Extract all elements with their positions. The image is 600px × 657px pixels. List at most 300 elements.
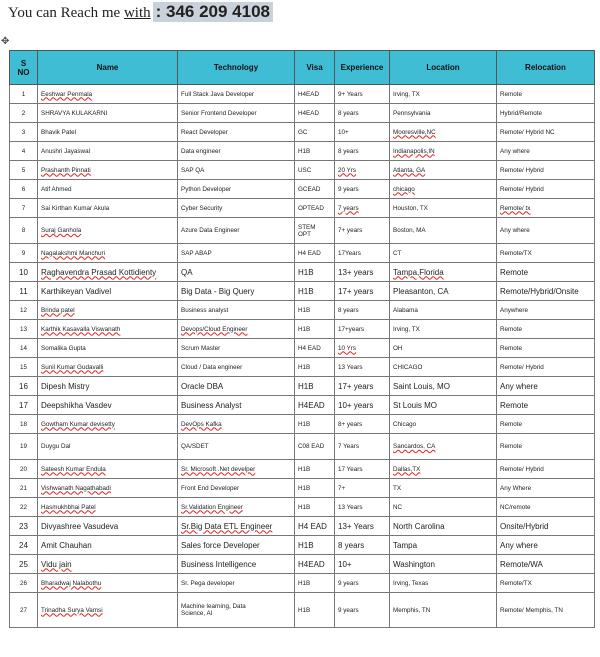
table-row <box>10 142 595 161</box>
cell-technology <box>178 123 295 142</box>
cell-text: 24 <box>19 540 28 550</box>
cell-sno <box>10 218 38 244</box>
cell-text: 8+ years <box>338 420 363 428</box>
cell-location <box>390 555 497 574</box>
cell-text: GCEAD <box>298 185 321 193</box>
cell-text: North Carolina <box>393 521 445 531</box>
cell-text: Remote/ Hybrid <box>500 363 544 371</box>
cell-visa <box>295 104 335 123</box>
contact-header <box>8 2 273 24</box>
cell-sno <box>10 339 38 358</box>
phone-number: : 346 209 4108 <box>153 2 273 22</box>
cell-technology <box>178 358 295 377</box>
cell-text: 9 years <box>338 185 359 193</box>
cell-text: Remote <box>500 420 523 428</box>
cell-text: Irving, TX <box>393 90 420 98</box>
cell-location <box>390 377 497 396</box>
cell-text: Hybrid/Remote <box>500 109 542 117</box>
cell-text: Irving, TX <box>393 325 420 333</box>
cell-name <box>38 301 178 320</box>
cell-experience <box>335 536 390 555</box>
cell-text: Remote/ tx <box>500 204 531 212</box>
cell-experience <box>335 377 390 396</box>
cell-text: Big Data - Big Query <box>181 286 255 296</box>
cell-sno <box>10 244 38 263</box>
cell-location <box>390 320 497 339</box>
cell-text: 9+ Years <box>338 90 363 98</box>
table-row <box>10 358 595 377</box>
cell-text: 9 <box>21 249 26 257</box>
cell-technology <box>178 320 295 339</box>
cell-text: 11 <box>19 286 28 296</box>
cell-name <box>38 396 178 415</box>
cell-experience <box>335 339 390 358</box>
cell-sno <box>10 555 38 574</box>
cell-relocation <box>497 320 595 339</box>
cell-text: H4EAD <box>298 559 325 569</box>
cell-location <box>390 301 497 320</box>
cell-relocation <box>497 415 595 434</box>
cell-text: CHICAGO <box>393 363 423 371</box>
cell-technology <box>178 377 295 396</box>
cell-text: Remote/ Hybrid <box>500 185 544 193</box>
column-header-name: Name <box>38 51 178 85</box>
cell-text: QA/SDET <box>181 443 209 450</box>
cell-text: Front End Developer <box>181 484 240 492</box>
cell-text: 13+ Years <box>338 521 374 531</box>
table-row <box>10 460 595 479</box>
cell-sno <box>10 358 38 377</box>
cell-text: NC/remote <box>500 503 531 511</box>
cell-sno <box>10 85 38 104</box>
cell-text: Divyashree Vasudeva <box>41 521 119 531</box>
cell-text: Eeshwar Penmala <box>41 90 93 98</box>
table-row <box>10 161 595 180</box>
cell-text: Mooresville,NC <box>393 128 436 136</box>
cell-text: SAP ABAP <box>181 249 212 257</box>
cell-text: C08 EAD <box>298 443 325 450</box>
cell-location <box>390 161 497 180</box>
cell-experience <box>335 180 390 199</box>
cell-experience <box>335 358 390 377</box>
cell-experience <box>335 396 390 415</box>
cell-relocation <box>497 358 595 377</box>
cell-location <box>390 104 497 123</box>
cell-relocation <box>497 104 595 123</box>
cell-text: STEM OPT <box>298 223 316 238</box>
cell-relocation <box>497 282 595 301</box>
cell-sno <box>10 320 38 339</box>
cell-name <box>38 517 178 536</box>
cell-text: Remote <box>500 443 523 450</box>
cell-sno <box>10 593 38 628</box>
cell-visa <box>295 498 335 517</box>
cell-text: SHRAVYA KULAKARNI <box>41 109 108 117</box>
cell-visa <box>295 593 335 628</box>
cell-text: H1B <box>298 503 311 511</box>
cell-relocation <box>497 244 595 263</box>
cell-text: Boston, MA <box>393 227 426 234</box>
cell-name <box>38 434 178 460</box>
cell-relocation <box>497 263 595 282</box>
cell-text: Cloud / Data engineer <box>181 363 243 371</box>
cell-text: Remote/ Hybrid <box>500 465 544 473</box>
cell-visa <box>295 180 335 199</box>
cell-text: Sr.Validation Engineer <box>181 503 243 511</box>
cell-sno <box>10 479 38 498</box>
cell-technology <box>178 479 295 498</box>
cell-location <box>390 574 497 593</box>
table-row <box>10 555 595 574</box>
cell-relocation <box>497 85 595 104</box>
cell-relocation <box>497 180 595 199</box>
cell-text: Tampa <box>393 540 418 550</box>
cell-text: 17Years <box>338 249 361 257</box>
cell-text: 13+ years <box>338 267 374 277</box>
cell-text: H1B <box>298 363 311 371</box>
cell-technology <box>178 536 295 555</box>
cell-visa <box>295 358 335 377</box>
cell-name <box>38 218 178 244</box>
cell-name <box>38 479 178 498</box>
cell-relocation <box>497 593 595 628</box>
cell-technology <box>178 415 295 434</box>
cell-text: Any where <box>500 227 530 234</box>
cell-text: Remote/ Hybrid NC <box>500 128 555 136</box>
cell-text: 7 Years <box>338 443 360 450</box>
cell-experience <box>335 161 390 180</box>
cell-text: 8 years <box>338 147 359 155</box>
cell-text: 13 <box>19 325 27 333</box>
cell-visa <box>295 434 335 460</box>
cell-text: H1B <box>298 465 311 473</box>
cell-text: Business Analyst <box>181 400 242 410</box>
cell-visa <box>295 339 335 358</box>
cell-experience <box>335 244 390 263</box>
cell-sno <box>10 104 38 123</box>
cell-relocation <box>497 574 595 593</box>
cell-name <box>38 498 178 517</box>
cell-text: 8 <box>21 227 26 234</box>
cell-text: Remote <box>500 325 523 333</box>
cell-text: Sr. Pega developer <box>181 579 235 587</box>
table-row <box>10 123 595 142</box>
cell-technology <box>178 218 295 244</box>
cell-visa <box>295 85 335 104</box>
cell-text: Vishwanath Nagathabadi <box>41 484 111 492</box>
cell-text: 13 Years <box>338 503 363 511</box>
cell-sno <box>10 377 38 396</box>
cell-text: H1B <box>298 484 311 492</box>
cell-text: Indianapolis,IN <box>393 147 435 155</box>
cell-location <box>390 263 497 282</box>
cell-text: Python Developer <box>181 185 232 193</box>
cell-name <box>38 320 178 339</box>
cell-location <box>390 460 497 479</box>
table-row <box>10 574 595 593</box>
cell-visa <box>295 161 335 180</box>
cell-text: Sunil Kumar Gudavalli <box>41 363 104 371</box>
cell-text: QA <box>181 267 193 277</box>
cell-text: 2 <box>21 109 26 117</box>
cell-location <box>390 142 497 161</box>
cell-text: Remote/TX <box>500 579 532 587</box>
cell-sno <box>10 434 38 460</box>
cell-name <box>38 574 178 593</box>
cell-text: Machine learning, Data Science, AI <box>181 603 246 617</box>
cell-text: Remote <box>500 90 523 98</box>
cell-text: H1B <box>298 420 311 428</box>
cell-name <box>38 460 178 479</box>
cell-text: Gowtham Kumar devisetty <box>41 420 115 428</box>
column-header-visa: Visa <box>295 51 335 85</box>
cell-text: Irving, Texas <box>393 579 429 587</box>
cell-technology <box>178 339 295 358</box>
cell-name <box>38 377 178 396</box>
table-row <box>10 244 595 263</box>
cell-sno <box>10 142 38 161</box>
cell-technology <box>178 199 295 218</box>
with-link-text: with <box>123 5 151 21</box>
cell-text: 20 <box>19 465 27 473</box>
cell-experience <box>335 142 390 161</box>
table-row <box>10 339 595 358</box>
cell-text: 17 <box>19 400 28 410</box>
cell-text: DevOps Kafka <box>181 420 222 428</box>
cell-location <box>390 244 497 263</box>
cell-relocation <box>497 199 595 218</box>
cell-text: Suraj Ganhola <box>41 227 82 234</box>
cell-text: SAP QA <box>181 166 205 174</box>
cell-text: 10+ years <box>338 400 374 410</box>
table-row <box>10 479 595 498</box>
table-row <box>10 593 595 628</box>
cell-technology <box>178 574 295 593</box>
cell-location <box>390 396 497 415</box>
cell-text: H1B <box>298 579 311 587</box>
cell-visa <box>295 536 335 555</box>
cell-text: Devops/Cloud Engineer <box>181 325 248 333</box>
cell-text: H1B <box>298 606 311 614</box>
cell-text: 13 Years <box>338 363 363 371</box>
cell-text: Duygu Dal <box>41 443 71 450</box>
cell-text: Data engineer <box>181 147 221 155</box>
cell-technology <box>178 396 295 415</box>
cell-text: Nagalakshmi Manchuri <box>41 249 106 257</box>
cell-text: H4EAD <box>298 109 319 117</box>
cell-technology <box>178 460 295 479</box>
cell-sno <box>10 301 38 320</box>
cell-text: Memphis, TN <box>393 606 431 614</box>
cell-experience <box>335 282 390 301</box>
cell-text: Oracle DBA <box>181 381 224 391</box>
cell-visa <box>295 244 335 263</box>
cell-experience <box>335 479 390 498</box>
cell-experience <box>335 555 390 574</box>
cell-relocation <box>497 479 595 498</box>
cell-text: Any where <box>500 381 538 391</box>
cell-name <box>38 536 178 555</box>
cell-technology <box>178 142 295 161</box>
table-row <box>10 434 595 460</box>
cell-relocation <box>497 339 595 358</box>
cell-text: Karthikeyan Vadivel <box>41 286 112 296</box>
cell-text: TX <box>393 484 402 492</box>
cell-technology <box>178 161 295 180</box>
cell-text: 26 <box>19 579 27 587</box>
cell-visa <box>295 377 335 396</box>
cell-location <box>390 517 497 536</box>
cell-text: St Louis MO <box>393 400 438 410</box>
candidates-table <box>9 50 595 628</box>
cell-text: Anushri Jayaswal <box>41 147 90 155</box>
cell-text: Saint Louis, MO <box>393 381 450 391</box>
cell-relocation <box>497 377 595 396</box>
cell-text: Cyber Security <box>181 204 223 212</box>
cell-relocation <box>497 218 595 244</box>
cell-technology <box>178 180 295 199</box>
cell-location <box>390 199 497 218</box>
cell-experience <box>335 218 390 244</box>
cell-name <box>38 555 178 574</box>
cell-visa <box>295 517 335 536</box>
cell-text: Full Stack Java Developer <box>181 90 255 98</box>
cell-text: Vidu jain <box>41 559 72 569</box>
table-row <box>10 536 595 555</box>
cell-technology <box>178 555 295 574</box>
cell-experience <box>335 104 390 123</box>
cell-text: H1B <box>298 306 311 314</box>
cell-text: Washington <box>393 559 435 569</box>
cell-text: 7+ <box>338 484 346 492</box>
table-row <box>10 415 595 434</box>
cell-text: 17 Years <box>338 465 363 473</box>
cell-text: 25 <box>19 559 28 569</box>
cell-experience <box>335 199 390 218</box>
cell-name <box>38 142 178 161</box>
table-move-handle-icon[interactable]: ✥ <box>1 36 10 47</box>
cell-text: Raghavendra Prasad Kottidienty <box>41 267 157 277</box>
cell-text: Business Intelligence <box>181 559 257 569</box>
cell-text: Chicago <box>393 420 417 428</box>
cell-sno <box>10 282 38 301</box>
cell-sno <box>10 396 38 415</box>
cell-text: H4EAD <box>298 90 319 98</box>
cell-text: Brinda patel <box>41 306 75 314</box>
table-row <box>10 301 595 320</box>
cell-sno <box>10 498 38 517</box>
cell-text: 1 <box>21 90 26 98</box>
cell-location <box>390 479 497 498</box>
cell-text: H4 EAD <box>298 344 321 352</box>
table-row <box>10 396 595 415</box>
table-row <box>10 517 595 536</box>
cell-text: 7 <box>21 204 26 212</box>
cell-text: Any where <box>500 540 538 550</box>
cell-text: Anywhere <box>500 306 529 314</box>
table-row <box>10 498 595 517</box>
cell-visa <box>295 415 335 434</box>
cell-text: NC <box>393 503 403 511</box>
table-header-row <box>10 51 595 85</box>
cell-technology <box>178 593 295 628</box>
cell-experience <box>335 415 390 434</box>
cell-relocation <box>497 396 595 415</box>
cell-visa <box>295 301 335 320</box>
cell-text: Somalika Gupta <box>41 344 86 352</box>
cell-relocation <box>497 555 595 574</box>
cell-text: OPTEAD <box>298 204 324 212</box>
cell-text: H1B <box>298 540 314 550</box>
cell-sno <box>10 517 38 536</box>
cell-location <box>390 282 497 301</box>
cell-text: Pennsylvania <box>393 109 431 117</box>
cell-text: Dipesh Mistry <box>41 381 90 391</box>
table-row <box>10 263 595 282</box>
cell-name <box>38 244 178 263</box>
cell-visa <box>295 263 335 282</box>
cell-text: 10 <box>19 267 28 277</box>
cell-name <box>38 263 178 282</box>
column-header-technology: Technology <box>178 51 295 85</box>
cell-name <box>38 85 178 104</box>
cell-text: 20 Yrs <box>338 166 357 174</box>
cell-text: Scrum Master <box>181 344 221 352</box>
column-header-location: Location <box>390 51 497 85</box>
cell-text: 7 years <box>338 204 359 212</box>
cell-location <box>390 593 497 628</box>
cell-text: Remote/ Hybrid <box>500 166 544 174</box>
cell-experience <box>335 320 390 339</box>
cell-sno <box>10 123 38 142</box>
cell-text: 23 <box>19 521 28 531</box>
cell-sno <box>10 415 38 434</box>
cell-sno <box>10 199 38 218</box>
cell-text: 10+ <box>338 559 352 569</box>
cell-location <box>390 218 497 244</box>
cell-relocation <box>497 161 595 180</box>
cell-text: Sales force Developer <box>181 540 260 550</box>
cell-text: H1B <box>298 325 311 333</box>
column-header-sno: S NO <box>10 51 38 85</box>
cell-experience <box>335 85 390 104</box>
cell-relocation <box>497 460 595 479</box>
cell-visa <box>295 479 335 498</box>
cell-text: H4 EAD <box>298 521 327 531</box>
cell-text: Sateesh Kumar Endula <box>41 465 106 473</box>
cell-text: 14 <box>19 344 27 352</box>
cell-text: 8 years <box>338 109 359 117</box>
cell-text: Onsite/Hybrid <box>500 521 549 531</box>
cell-text: 18 <box>19 420 27 428</box>
table-row <box>10 320 595 339</box>
cell-name <box>38 339 178 358</box>
cell-text: Sr. Microsoft .Net develper <box>181 465 256 473</box>
cell-technology <box>178 498 295 517</box>
cell-text: USC <box>298 166 312 174</box>
cell-text: Pleasanton, CA <box>393 286 449 296</box>
cell-experience <box>335 498 390 517</box>
cell-text: 9 years <box>338 579 359 587</box>
cell-text: CT <box>393 249 402 257</box>
cell-text: Atif Ahmed <box>41 185 72 193</box>
cell-text: H1B <box>298 381 314 391</box>
cell-text: Business analyst <box>181 306 229 314</box>
cell-name <box>38 199 178 218</box>
cell-location <box>390 85 497 104</box>
cell-experience <box>335 301 390 320</box>
cell-visa <box>295 282 335 301</box>
